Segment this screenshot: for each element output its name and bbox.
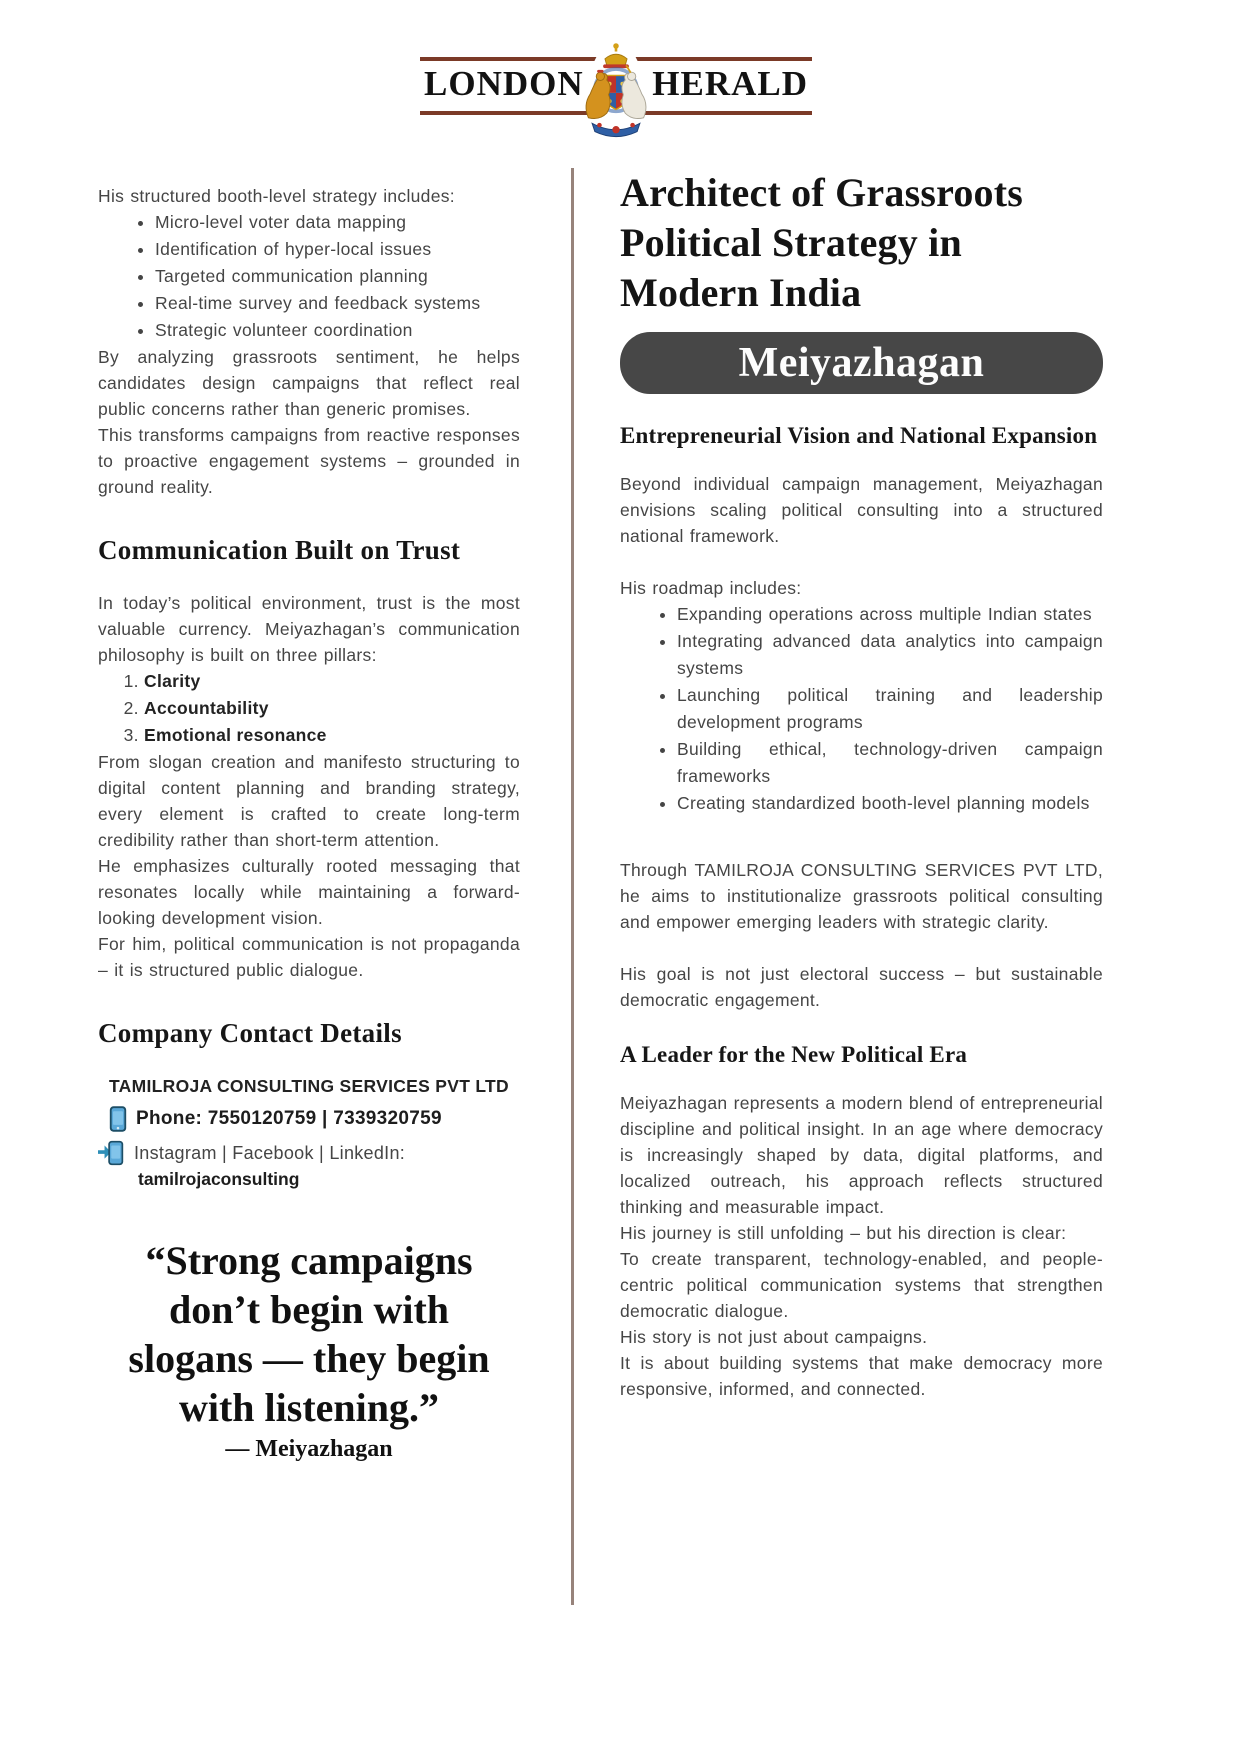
pillars-list: [98, 668, 520, 749]
section-heading-communication: Communication Built on Trust: [98, 535, 461, 565]
list-item: 2. Accountability: [144, 695, 520, 722]
social-handle: tamilrojaconsulting: [138, 1169, 300, 1189]
paragraph: In today’s political environment, trust is the most valuable currency. Meiyazhagan’s communication philosophy is built on three pillars:: [98, 593, 520, 665]
strategy-intro: His structured booth-level strategy includes:: [98, 186, 455, 206]
spacer: [620, 817, 1103, 857]
paragraph: Meiyazhagan represents a modern blend of entrepreneurial discipline and political insight. In an age where democracy is increasingly shaped by data, digital platforms, and localized outreach, his approach reflects structured thinking and measurable impact.: [620, 1093, 1103, 1217]
list-item: • Strategic volunteer coordination: [155, 317, 520, 344]
paragraph: By analyzing grassroots sentiment, he helps candidates design campaigns that reflect real public concerns rather than generic promises.: [98, 347, 520, 419]
social-platforms[interactable]: Instagram | Facebook | LinkedIn:: [134, 1142, 406, 1163]
name-badge: Meiyazhagan: [620, 332, 1103, 394]
royal-crest-icon: [570, 42, 662, 142]
masthead-title-left: LONDON: [424, 64, 584, 103]
quote-attribution: — Meiyazhagan: [225, 1436, 393, 1462]
list-item: • Targeted communication planning: [155, 263, 520, 290]
list-item: • Expanding operations across multiple Indian states: [677, 601, 1103, 628]
right-column: [620, 168, 1103, 1402]
phone-icon: [108, 1105, 128, 1133]
list-item: • Integrating advanced data analytics into campaign systems: [677, 628, 1103, 682]
paragraph: He emphasizes culturally rooted messaging that resonates locally while maintaining a forward-looking development vision.: [98, 856, 520, 928]
list-item: • Creating standardized booth-level planning models: [677, 790, 1103, 817]
spacer: [620, 549, 1103, 575]
column-divider: [571, 168, 574, 1605]
list-item: • Building ethical, technology-driven campaign frameworks: [677, 736, 1103, 790]
paragraph: For him, political communication is not propaganda – it is structured public dialogue.: [98, 934, 520, 980]
paragraph: Through TAMILROJA CONSULTING SERVICES PVT LTD, he aims to institutionalize grassroots political consulting and empower emerging leaders with strategic clarity.: [620, 860, 1103, 932]
masthead: [420, 44, 812, 140]
list-item: 1. Clarity: [144, 668, 520, 695]
paragraph: Beyond individual campaign management, Meiyazhagan envisions scaling political consulting into a structured national framework.: [620, 474, 1103, 546]
list-item: • Micro-level voter data mapping: [155, 209, 520, 236]
phone-contact-line: [98, 1105, 520, 1133]
section-heading-contact: Company Contact Details: [98, 1018, 402, 1048]
list-item: • Launching political training and leadership development programs: [677, 682, 1103, 736]
section-heading-leader: A Leader for the New Political Era: [620, 1042, 968, 1067]
article-title: Architect of Grassroots Political Strategy in Modern India: [620, 170, 1024, 315]
left-column: [98, 183, 520, 1464]
masthead-title-right: HERALD: [652, 64, 808, 103]
paragraph: This transforms campaigns from reactive responses to proactive engagement systems – grounded in ground reality.: [98, 425, 520, 497]
phone-numbers: Phone: 7550120759 | 7339320759: [136, 1108, 442, 1129]
paragraph: His goal is not just electoral success – but sustainable democratic engagement.: [620, 964, 1103, 1010]
paragraph: It is about building systems that make democracy more responsive, informed, and connected.: [620, 1353, 1103, 1399]
paragraph: To create transparent, technology-enabled, and people-centric political communication systems that strengthen democratic dialogue.: [620, 1249, 1103, 1321]
strategy-bullet-list: [98, 209, 520, 344]
list-item: • Real-time survey and feedback systems: [155, 290, 520, 317]
pull-quote: “Strong campaigns don’t begin with slogans — they begin with listening.”: [128, 1238, 490, 1430]
list-item: • Identification of hyper-local issues: [155, 236, 520, 263]
list-item: 3. Emotional resonance: [144, 722, 520, 749]
spacer: [620, 935, 1103, 961]
section-heading-vision: Entrepreneurial Vision and National Expansion: [620, 423, 1098, 448]
paragraph: His story is not just about campaigns.: [620, 1327, 928, 1347]
phone-arrow-icon: [98, 1139, 126, 1167]
paragraph: From slogan creation and manifesto structuring to digital content planning and branding strategy, every element is crafted to create long-term credibility rather than short-term attention.: [98, 752, 520, 850]
roadmap-bullet-list: [620, 601, 1103, 817]
company-name: TAMILROJA CONSULTING SERVICES PVT LTD: [108, 1076, 509, 1096]
social-contact-line: [98, 1139, 520, 1167]
roadmap-intro: His roadmap includes:: [620, 578, 802, 598]
paragraph: His journey is still unfolding – but his direction is clear:: [620, 1223, 1067, 1243]
